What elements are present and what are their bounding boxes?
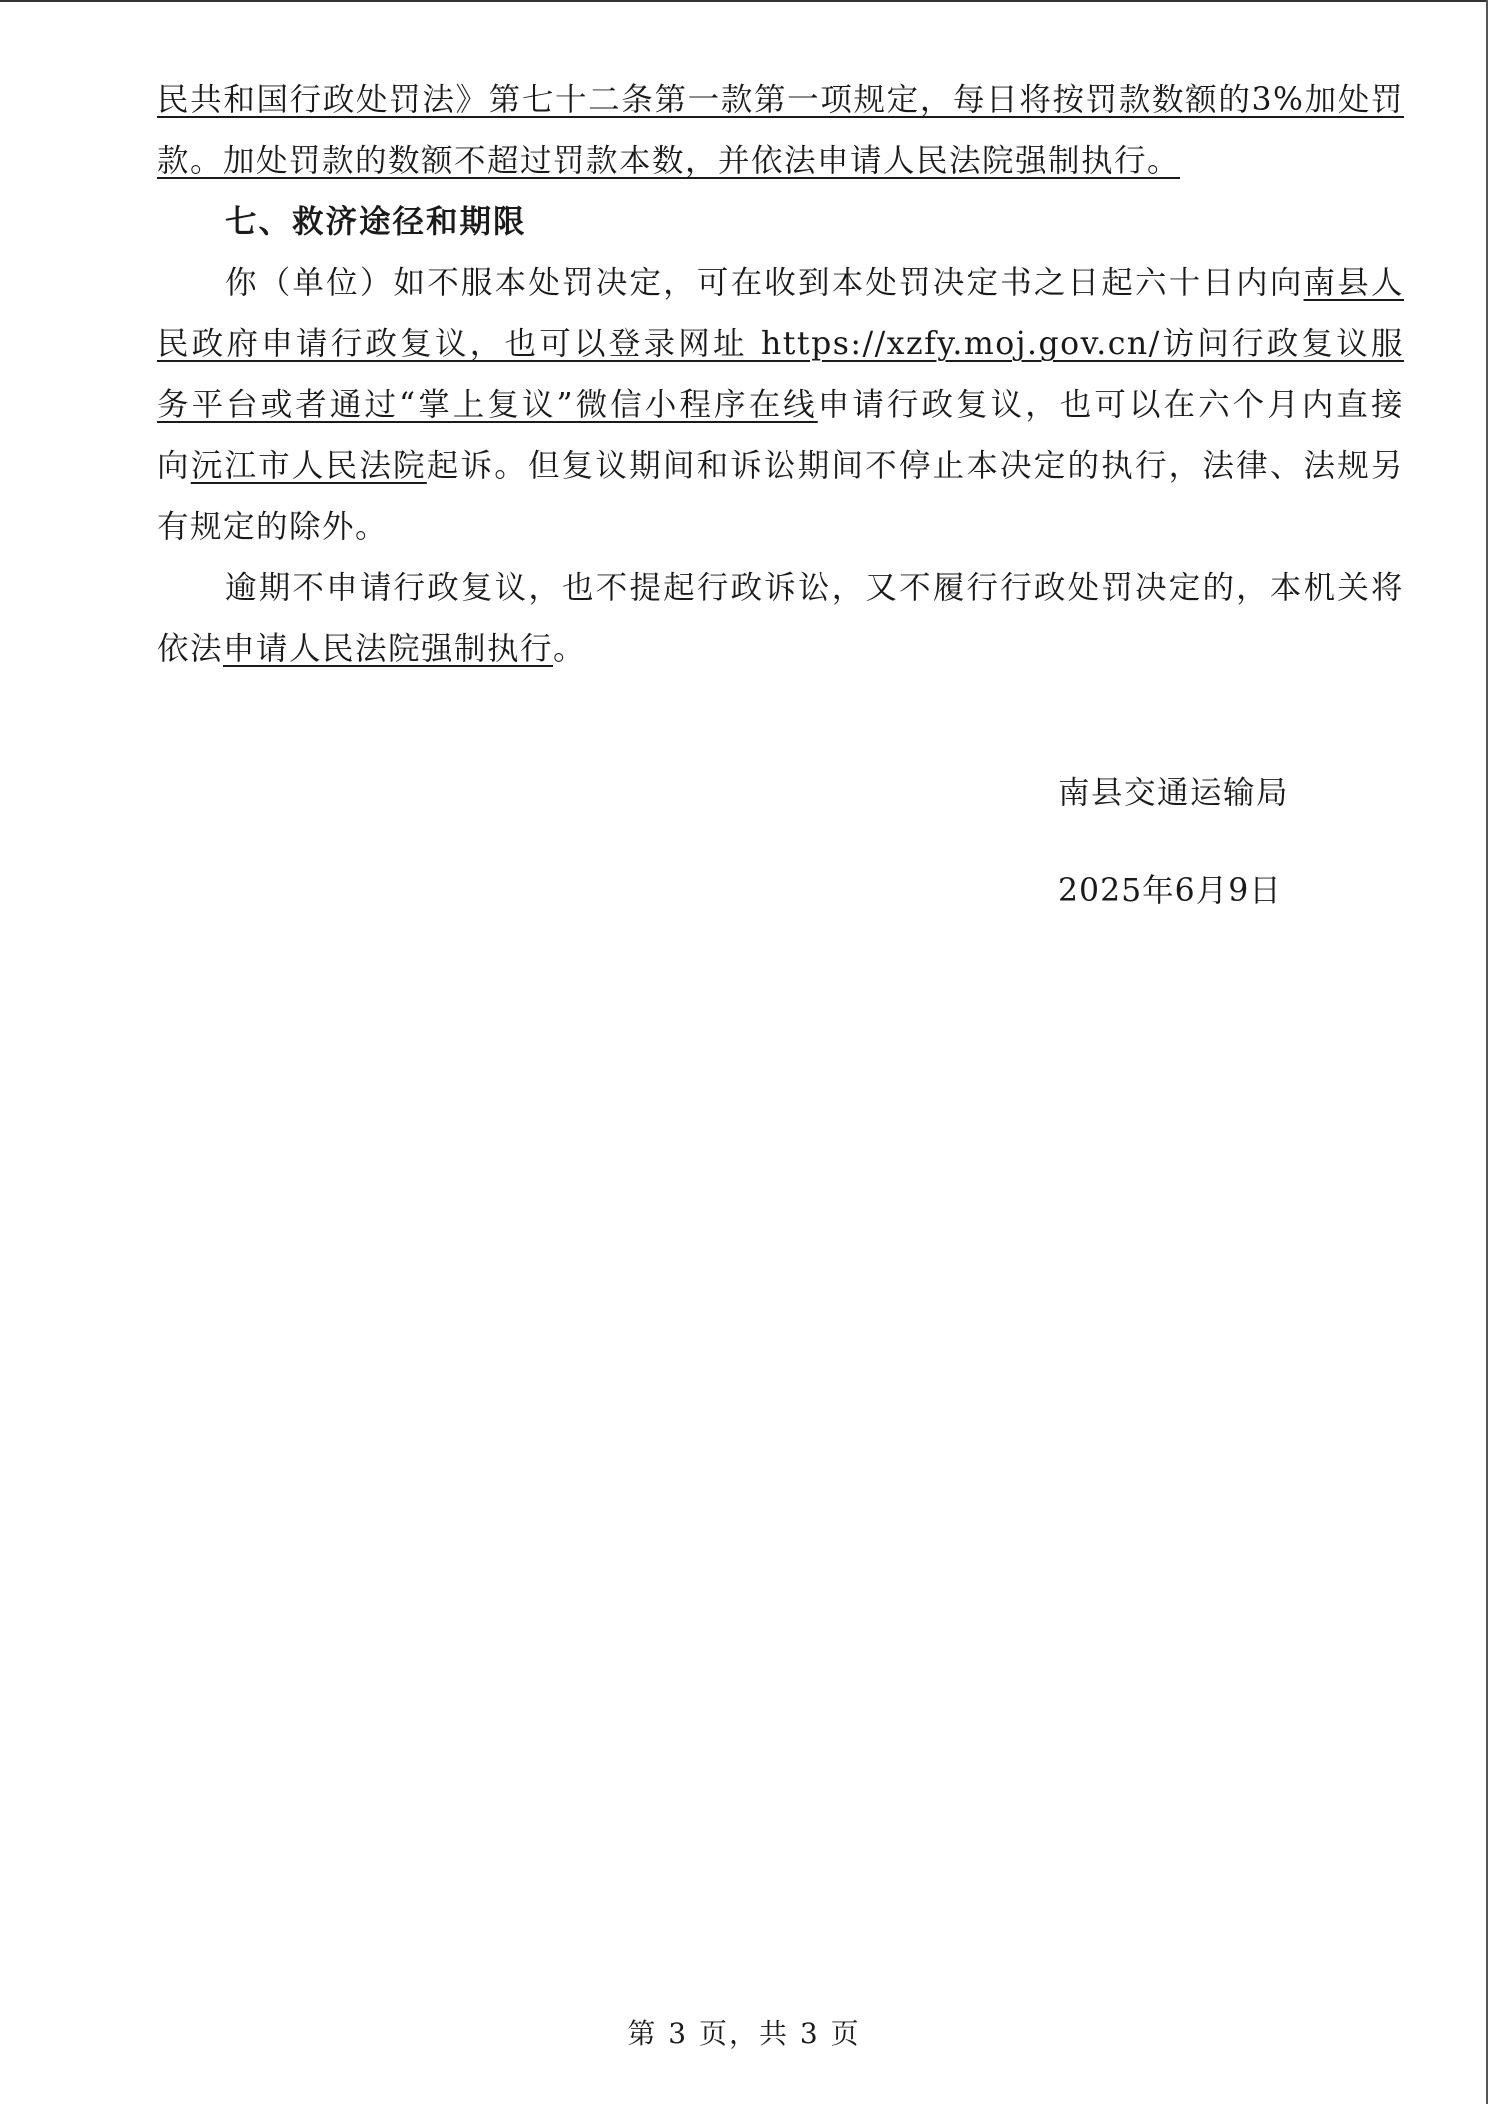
penalty-line-1: 民共和国行政处罚法》第七十二条第一款第一项规定，每日将按罚款数额的3%加处罚: [157, 82, 1404, 118]
review-authority-name: 南县人: [1303, 265, 1404, 301]
remedy-line-5: 有规定的除外。: [157, 509, 389, 545]
penalty-line-2-wrap: [157, 131, 1404, 192]
overdue-line-2-prefix: 依法: [157, 631, 224, 667]
overdue-line-1: 逾期不申请行政复议，也不提起行政诉讼，又不履行行政处罚决定的，本机关将: [225, 570, 1404, 606]
remedy-line-3-text: 申请行政复议，也可以在六个月内直接: [817, 387, 1404, 423]
remedy-line-1: [157, 253, 1404, 314]
remedy-line-4-text: 起诉。但复议期间和诉讼期间不停止本决定的执行，法律、法规另: [426, 448, 1404, 484]
issue-date: 2025年6月9日: [1058, 873, 1282, 909]
enforcement-text: 申请人民法院强制执行: [223, 631, 554, 667]
remedy-line-4-prefix: 向: [157, 448, 191, 484]
page-number-footer: 第 3 页，共 3 页: [627, 2017, 861, 2050]
section-heading-remedy: 七、救济途径和期限: [225, 204, 527, 240]
overdue-paragraph: [157, 558, 1404, 680]
overdue-line-2-suffix: 。: [553, 631, 587, 667]
remedy-line-1-text: 你（单位）如不服本处罚决定，可在收到本处罚决定书之日起六十日内向: [225, 265, 1304, 301]
penalty-line-2: 款。加处罚款的数额不超过罚款本数，并依法申请人民法院强制执行。: [157, 143, 1181, 179]
remedy-paragraph: [157, 253, 1404, 558]
remedy-line-4: [157, 436, 1404, 497]
remedy-line-3: [157, 375, 1404, 436]
top-border-line: [0, 0, 1488, 2]
document-body: [157, 70, 1404, 680]
remedy-line-2: [157, 314, 1404, 375]
wechat-mini-program-text: 务平台或者通过“掌上复议”微信小程序在线: [157, 387, 818, 423]
review-website-text: 民政府申请行政复议，也可以登录网址 https://xzfy.moj.gov.cn/访问行政复议服: [157, 326, 1404, 362]
court-name: 沅江市人民法院: [190, 448, 427, 484]
issuing-authority: 南县交通运输局: [1058, 775, 1290, 811]
overdue-line-2: [157, 619, 1404, 680]
penalty-paragraph: [157, 70, 1404, 192]
